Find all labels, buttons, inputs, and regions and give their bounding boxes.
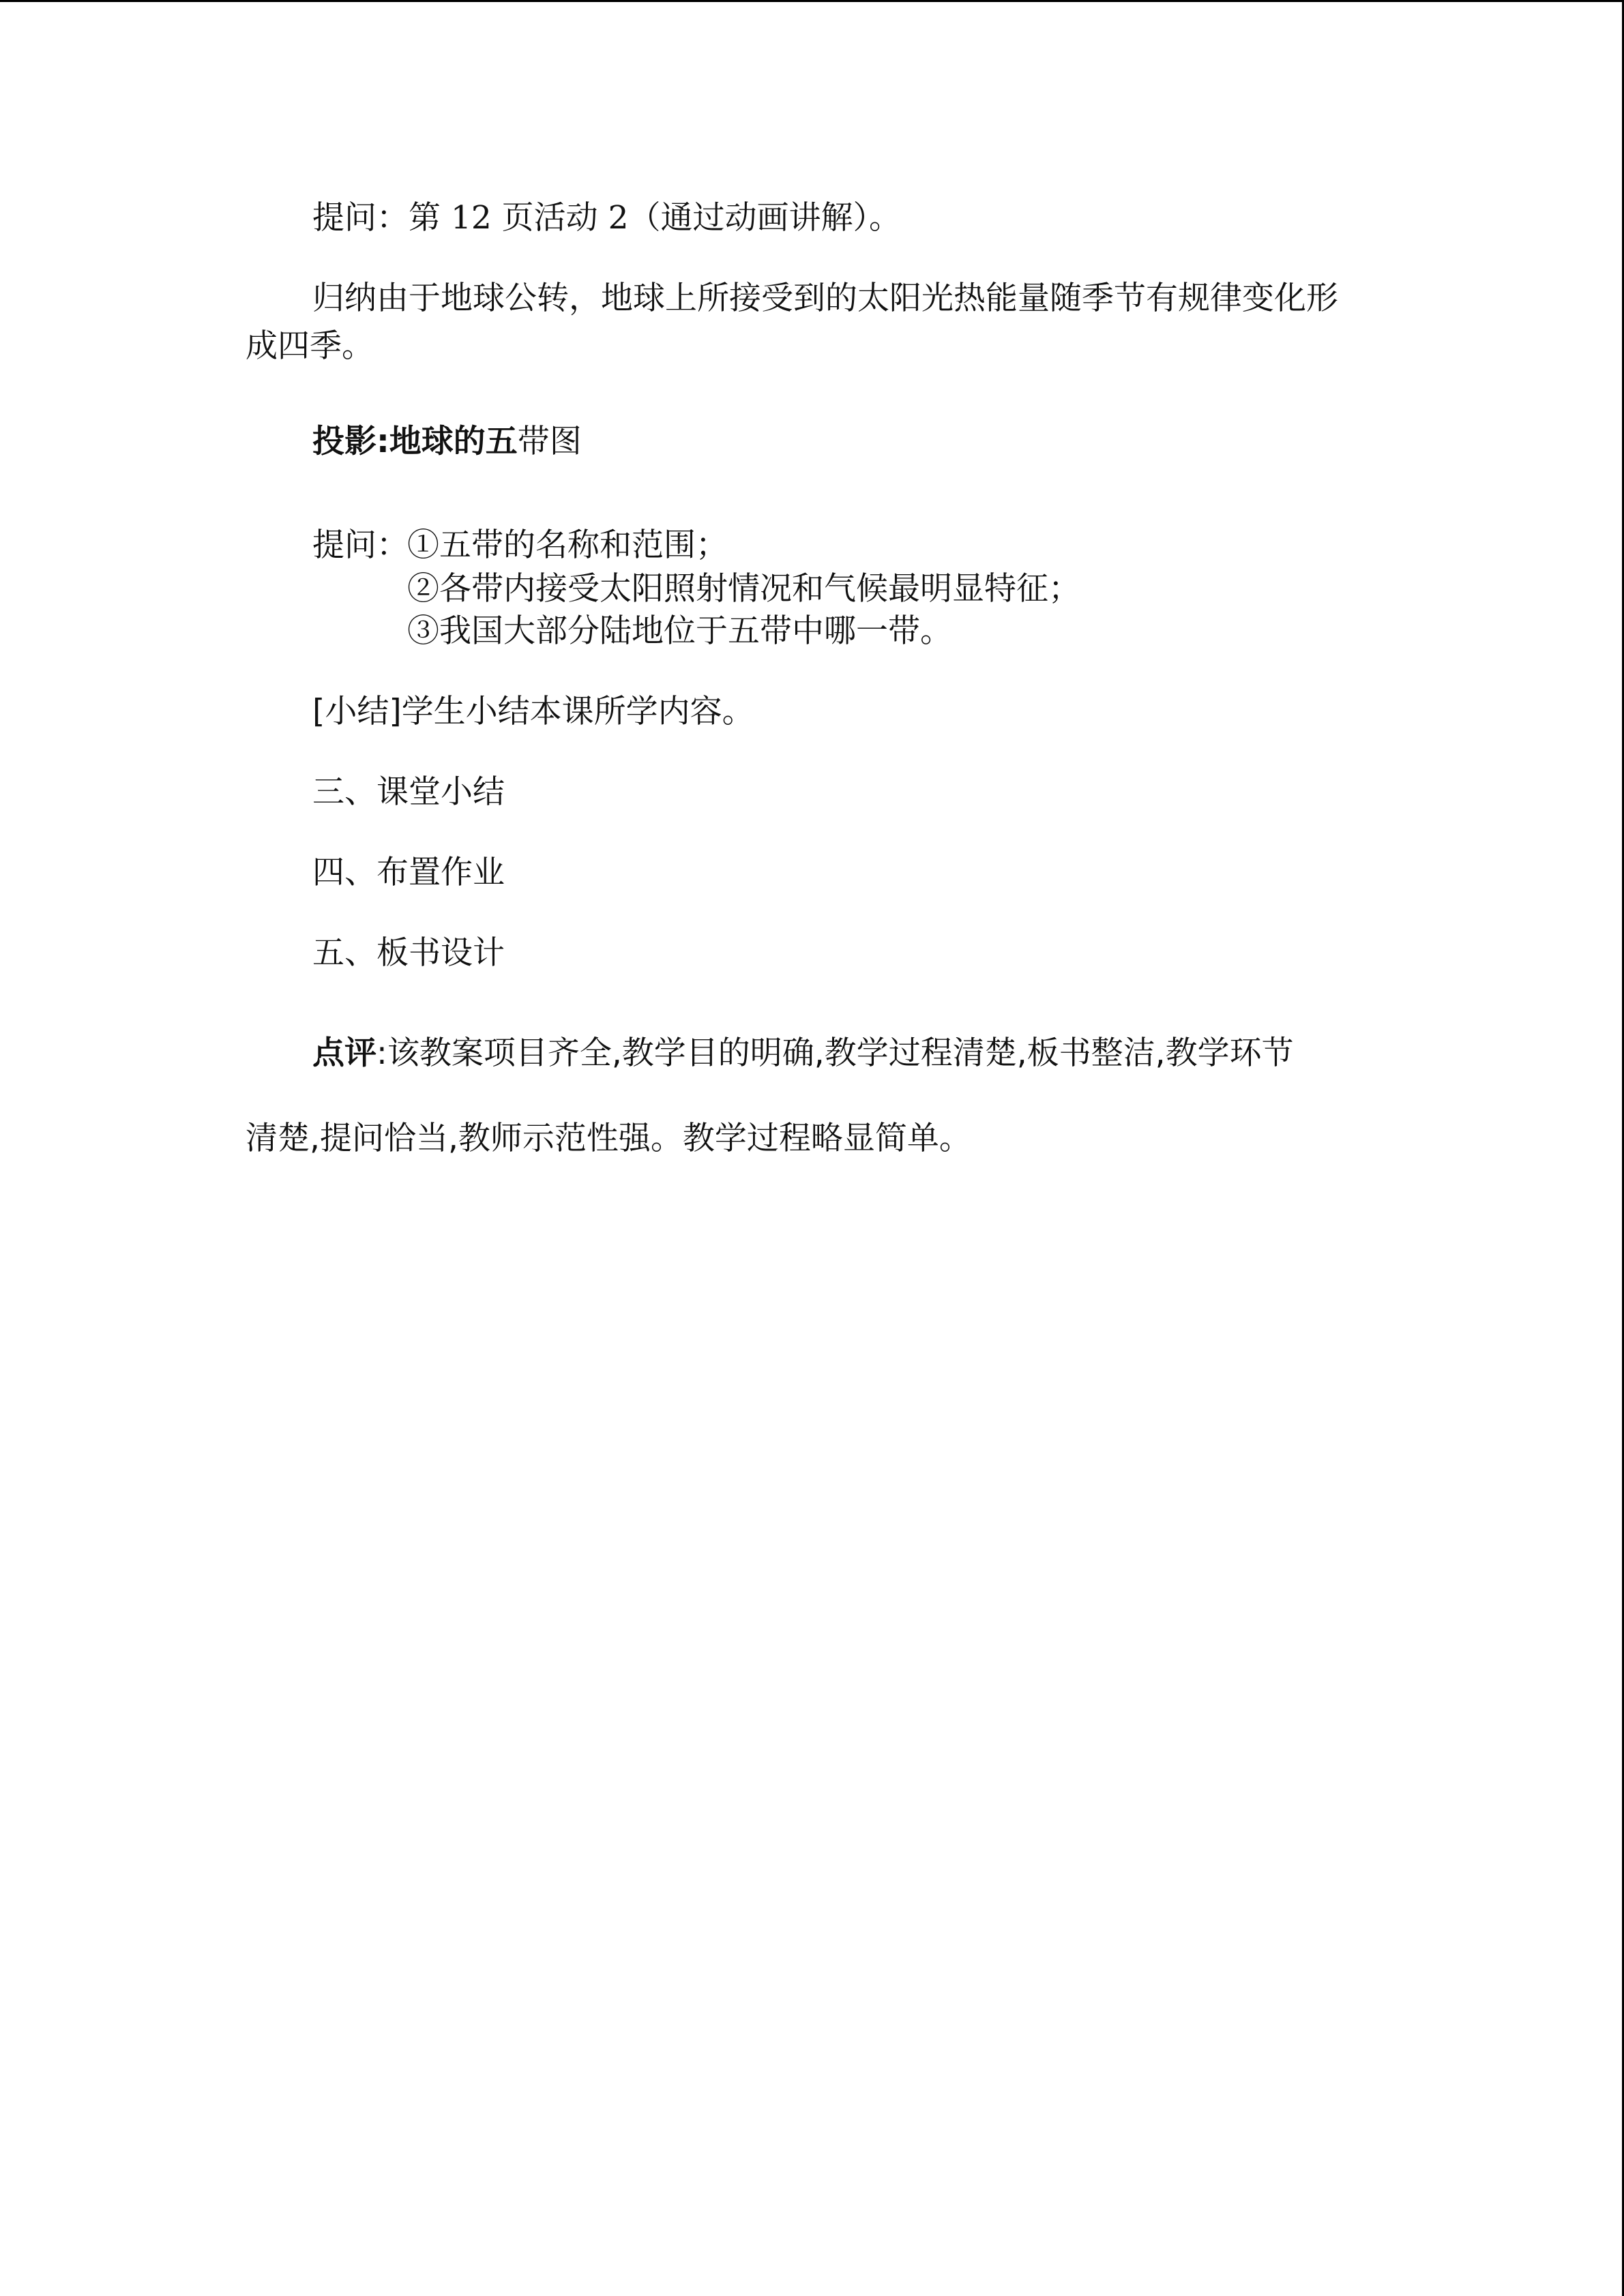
question-2-prefix: 提问： [312, 526, 409, 564]
summary-line-2: 成四季。 [246, 327, 374, 365]
review-label: 点评 [312, 1034, 377, 1072]
question-2-item-3: ③我国大部分陆地位于五带中哪一带。 [407, 612, 952, 650]
projection-label: 投影:地球的五 [312, 423, 518, 460]
xiaojie-line [312, 691, 754, 732]
review-line-1 [312, 1033, 1294, 1074]
summary-line-1: 归纳由于地球公转，地球上所接受到的太阳光热能量随季节有规律变化形 [312, 280, 1338, 317]
question-2-item-1: ①五带的名称和范围； [407, 526, 728, 564]
page-border-top [0, 0, 1624, 2]
question-line-1: 提问：第 12 页活动 2（通过动画讲解）。 [312, 199, 902, 237]
xiaojie-label: [小结] [312, 693, 402, 730]
section-4-heading: 四、布置作业 [312, 854, 505, 891]
projection-rest: 带图 [517, 423, 582, 460]
question-2-item-2: ②各带内接受太阳照射情况和气候最明显特征； [407, 570, 1080, 608]
review-line-2: 清楚,提问恰当,教师示范性强。教学过程略显简单。 [246, 1120, 971, 1157]
section-5-heading: 五、板书设计 [312, 934, 505, 972]
review-text-1: :该教案项目齐全,教学目的明确,教学过程清楚,板书整洁,教学环节 [377, 1034, 1294, 1072]
projection-line [312, 421, 582, 462]
section-3-heading: 三、课堂小结 [312, 773, 505, 811]
xiaojie-text: 学生小结本课所学内容。 [401, 693, 754, 730]
